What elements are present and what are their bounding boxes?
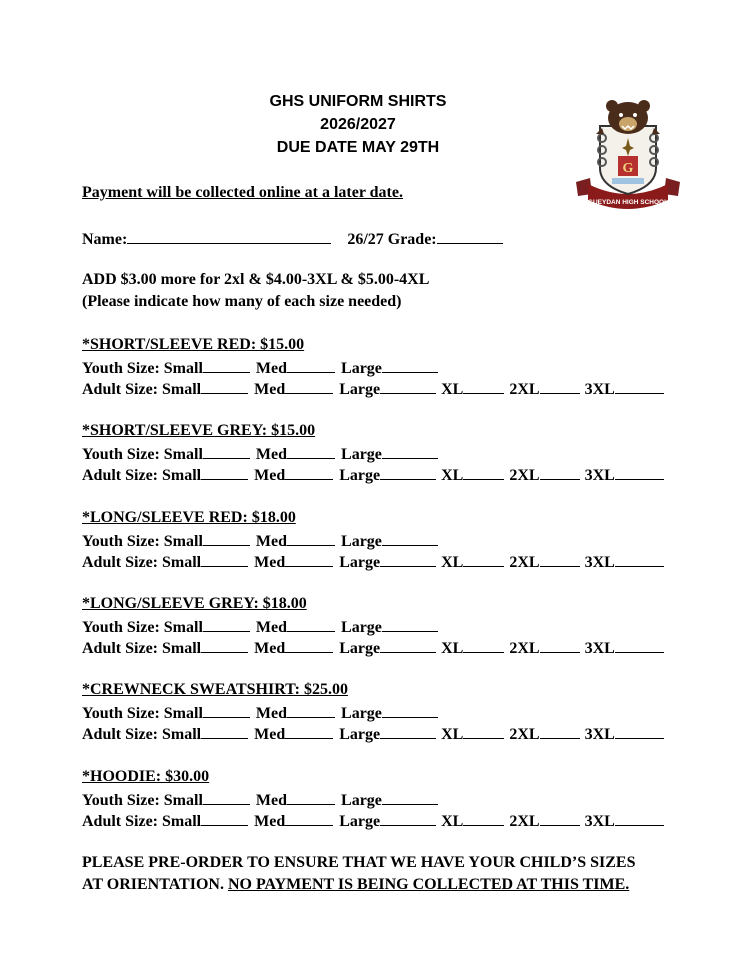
adult-3xl-field[interactable] xyxy=(615,723,664,739)
adult-size-row xyxy=(82,464,664,486)
youth-large-field[interactable] xyxy=(382,357,438,373)
item-heading: *HOODIE: $30.00 xyxy=(82,768,210,785)
size-xl-label: XL xyxy=(441,554,464,571)
adult-large-field[interactable] xyxy=(380,723,436,739)
size-small-label: Small xyxy=(162,726,202,743)
adult-label: Adult Size: xyxy=(82,640,158,657)
adult-med-field[interactable] xyxy=(285,378,333,394)
adult-3xl-field[interactable] xyxy=(615,810,664,826)
size-med-label: Med xyxy=(255,446,288,463)
youth-med-field[interactable] xyxy=(287,357,335,373)
size-large-label: Large xyxy=(341,360,382,377)
youth-med-field[interactable] xyxy=(287,530,335,546)
adult-small-field[interactable] xyxy=(201,378,248,394)
size-3xl-label: 3XL xyxy=(584,554,615,571)
youth-med-field[interactable] xyxy=(287,443,335,459)
size-med-label: Med xyxy=(255,705,288,722)
youth-large-field[interactable] xyxy=(382,443,438,459)
adult-large-field[interactable] xyxy=(380,378,436,394)
size-3xl-label: 3XL xyxy=(584,726,615,743)
size-med-label: Med xyxy=(254,813,286,830)
size-xl-label: XL xyxy=(441,467,464,484)
adult-small-field[interactable] xyxy=(201,551,248,567)
youth-size-row xyxy=(82,357,438,379)
size-med-label: Med xyxy=(254,467,286,484)
adult-2xl-field[interactable] xyxy=(540,464,580,480)
adult-med-field[interactable] xyxy=(285,637,333,653)
adult-xl-field[interactable] xyxy=(463,378,504,394)
youth-label: Youth Size: xyxy=(82,705,160,722)
adult-small-field[interactable] xyxy=(201,810,248,826)
adult-med-field[interactable] xyxy=(285,810,333,826)
youth-label: Youth Size: xyxy=(82,446,160,463)
footer-no-payment: NO PAYMENT IS BEING COLLECTED AT THIS TIME. xyxy=(227,876,630,893)
youth-small-field[interactable] xyxy=(203,530,250,546)
size-small-label: Small xyxy=(163,619,203,636)
adult-med-field[interactable] xyxy=(285,551,333,567)
youth-small-field[interactable] xyxy=(203,789,250,805)
youth-label: Youth Size: xyxy=(82,360,160,377)
adult-small-field[interactable] xyxy=(201,723,248,739)
adult-size-row xyxy=(82,378,664,400)
size-3xl-label: 3XL xyxy=(584,640,615,657)
size-xl-label: XL xyxy=(441,640,464,657)
size-small-label: Small xyxy=(163,533,203,550)
size-med-label: Med xyxy=(255,619,288,636)
adult-2xl-field[interactable] xyxy=(540,810,580,826)
grade-label: 26/27 Grade: xyxy=(347,231,437,248)
adult-3xl-field[interactable] xyxy=(615,637,664,653)
size-med-label: Med xyxy=(255,360,288,377)
size-2xl-label: 2XL xyxy=(509,813,540,830)
adult-xl-field[interactable] xyxy=(463,637,504,653)
name-grade-row xyxy=(82,228,503,250)
size-xl-label: XL xyxy=(441,726,464,743)
adult-label: Adult Size: xyxy=(82,813,158,830)
adult-size-row xyxy=(82,551,664,573)
size-large-label: Large xyxy=(341,446,382,463)
size-large-label: Large xyxy=(341,705,382,722)
school-year: 2026/2027 xyxy=(320,116,396,133)
size-large-label: Large xyxy=(339,554,381,571)
size-2xl-label: 2XL xyxy=(509,640,540,657)
youth-med-field[interactable] xyxy=(287,789,335,805)
payment-note: Payment will be collected online at a later date. xyxy=(82,184,403,201)
youth-size-row xyxy=(82,443,438,465)
size-med-label: Med xyxy=(254,726,286,743)
adult-xl-field[interactable] xyxy=(463,723,504,739)
youth-large-field[interactable] xyxy=(382,530,438,546)
size-med-label: Med xyxy=(255,792,288,809)
adult-size-row xyxy=(82,637,664,659)
adult-med-field[interactable] xyxy=(285,723,333,739)
size-small-label: Small xyxy=(163,360,203,377)
size-xl-label: XL xyxy=(441,813,464,830)
adult-size-row xyxy=(82,723,664,745)
size-med-label: Med xyxy=(255,533,288,550)
size-2xl-label: 2XL xyxy=(509,726,540,743)
svg-text:G: G xyxy=(622,161,634,176)
adult-xl-field[interactable] xyxy=(463,464,504,480)
size-small-label: Small xyxy=(163,792,203,809)
adult-small-field[interactable] xyxy=(201,637,248,653)
youth-med-field[interactable] xyxy=(287,616,335,632)
adult-xl-field[interactable] xyxy=(463,551,504,567)
size-small-label: Small xyxy=(162,640,202,657)
name-field[interactable] xyxy=(127,228,331,244)
size-large-label: Large xyxy=(341,619,382,636)
youth-large-field[interactable] xyxy=(382,702,438,718)
adult-large-field[interactable] xyxy=(380,637,436,653)
item-heading: *SHORT/SLEEVE GREY: $15.00 xyxy=(82,422,316,439)
adult-small-field[interactable] xyxy=(201,464,248,480)
adult-label: Adult Size: xyxy=(82,381,158,398)
size-large-label: Large xyxy=(339,726,381,743)
item-heading: *SHORT/SLEEVE RED: $15.00 xyxy=(82,336,305,353)
youth-small-field[interactable] xyxy=(203,702,250,718)
adult-2xl-field[interactable] xyxy=(540,551,580,567)
adult-2xl-field[interactable] xyxy=(540,637,580,653)
item-heading: *LONG/SLEEVE GREY: $18.00 xyxy=(82,595,307,612)
size-small-label: Small xyxy=(162,813,202,830)
svg-text:GUEYDAN HIGH SCHOOL: GUEYDAN HIGH SCHOOL xyxy=(587,199,669,206)
due-date: DUE DATE MAY 29TH xyxy=(276,139,440,156)
youth-med-field[interactable] xyxy=(287,702,335,718)
youth-size-row xyxy=(82,702,438,724)
size-2xl-label: 2XL xyxy=(509,554,540,571)
adult-large-field[interactable] xyxy=(380,810,436,826)
size-med-label: Med xyxy=(254,554,286,571)
footer-line-1: PLEASE PRE-ORDER TO ENSURE THAT WE HAVE YOUR CHILD’S SIZES xyxy=(82,854,636,871)
adult-2xl-field[interactable] xyxy=(540,378,580,394)
adult-label: Adult Size: xyxy=(82,726,158,743)
youth-size-row xyxy=(82,789,438,811)
size-large-label: Large xyxy=(339,381,381,398)
youth-label: Youth Size: xyxy=(82,792,160,809)
size-small-label: Small xyxy=(162,381,202,398)
size-2xl-label: 2XL xyxy=(509,467,540,484)
youth-size-row xyxy=(82,616,438,638)
name-label: Name: xyxy=(82,231,128,248)
size-small-label: Small xyxy=(163,446,203,463)
size-med-label: Med xyxy=(254,640,286,657)
size-large-label: Large xyxy=(341,792,382,809)
title-block xyxy=(208,90,508,159)
youth-small-field[interactable] xyxy=(203,616,250,632)
youth-small-field[interactable] xyxy=(203,443,250,459)
youth-size-row xyxy=(82,530,438,552)
size-2xl-label: 2XL xyxy=(509,381,540,398)
adult-label: Adult Size: xyxy=(82,467,158,484)
adult-large-field[interactable] xyxy=(380,551,436,567)
indicate-note: (Please indicate how many of each size needed) xyxy=(82,293,402,310)
youth-small-field[interactable] xyxy=(203,357,250,373)
size-small-label: Small xyxy=(163,705,203,722)
size-small-label: Small xyxy=(162,554,202,571)
adult-xl-field[interactable] xyxy=(463,810,504,826)
adult-size-row xyxy=(82,810,664,832)
size-xl-label: XL xyxy=(441,381,464,398)
bear-crest-icon xyxy=(572,98,684,218)
size-med-label: Med xyxy=(254,381,286,398)
item-heading: *LONG/SLEEVE RED: $18.00 xyxy=(82,509,296,526)
size-large-label: Large xyxy=(339,640,381,657)
grade-field[interactable] xyxy=(437,228,503,244)
youth-label: Youth Size: xyxy=(82,533,160,550)
adult-med-field[interactable] xyxy=(285,464,333,480)
adult-large-field[interactable] xyxy=(380,464,436,480)
youth-label: Youth Size: xyxy=(82,619,160,636)
item-heading: *CREWNECK SWEATSHIRT: $25.00 xyxy=(82,681,348,698)
footer-prefix: AT ORIENTATION. xyxy=(82,876,228,893)
adult-2xl-field[interactable] xyxy=(540,723,580,739)
footer-line-2 xyxy=(82,875,629,895)
size-large-label: Large xyxy=(339,813,381,830)
size-large-label: Large xyxy=(339,467,381,484)
size-3xl-label: 3XL xyxy=(584,381,615,398)
size-3xl-label: 3XL xyxy=(584,813,615,830)
page-title: GHS UNIFORM SHIRTS xyxy=(269,93,447,110)
youth-large-field[interactable] xyxy=(382,616,438,632)
size-large-label: Large xyxy=(341,533,382,550)
adult-label: Adult Size: xyxy=(82,554,158,571)
size-3xl-label: 3XL xyxy=(584,467,615,484)
price-add-note: ADD $3.00 more for 2xl & $4.00-3XL & $5.00-4XL xyxy=(82,271,430,288)
adult-3xl-field[interactable] xyxy=(615,378,664,394)
youth-large-field[interactable] xyxy=(382,789,438,805)
adult-3xl-field[interactable] xyxy=(615,464,664,480)
size-small-label: Small xyxy=(162,467,202,484)
adult-3xl-field[interactable] xyxy=(615,551,664,567)
